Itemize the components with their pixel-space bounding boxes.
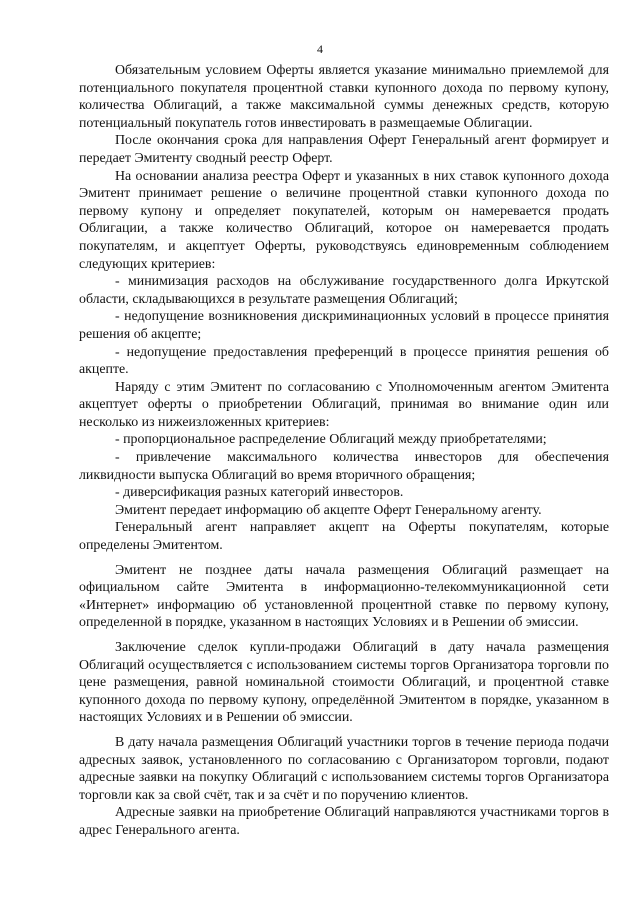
criterion-no-preferences: - недопущение предоставления преференций в процессе принятия решения об акцепте. bbox=[79, 344, 609, 378]
paragraph-address-orders: В дату начала размещения Облигаций участники торгов в течение периода подачи адресных заявок, установленного по согласованию с Организатором торговли, подают адресные заявки на покупку Облигаций с использованием системы торгов Организатора торговли как за свой счёт, так и за счёт и по поручению клиентов. bbox=[79, 734, 609, 803]
paragraph-trade-execution: Заключение сделок купли-продажи Облигаций в дату начала размещения Облигаций осуществляется с использованием системы торгов Организатора торговли по цене размещения, равной номинальной стоимости Облигаций, и процентной ставке купонного дохода по первому купону, определённой Эмитентом в порядке, указанном в настоящих Условиях и в Решении об эмиссии. bbox=[79, 640, 609, 726]
paragraph-issuer-decision: На основании анализа реестра Оферт и указанных в них ставок купонного дохода Эмитент принимает решение о величине процентной ставки купонного дохода по первому купону и определяет покупателей, которым он намеревается продать Облигации, а также количество Облигаций, которое он намеревается продать покупателям, и акцептует Оферты, руководствуясь единовременным соблюдением следующих критериев: bbox=[79, 168, 609, 272]
criterion-no-discrimination: - недопущение возникновения дискриминационных условий в процессе принятия решения об акцепте; bbox=[79, 309, 609, 342]
page-number: 4 bbox=[317, 42, 323, 56]
criterion-max-investors: - привлечение максимального количества инвесторов для обеспечения ликвидности выпуска Облигаций во время вторичного обращения; bbox=[79, 450, 609, 483]
paragraph-agent-sends-acceptance: Генеральный агент направляет акцепт на Оферты покупателям, которые определены Эмитентом. bbox=[79, 520, 609, 554]
criterion-cost-minimization: - минимизация расходов на обслуживание государственного долга Иркутской области, складывающихся в результате размещения Облигаций; bbox=[79, 274, 609, 307]
paragraph-offer-registry: После окончания срока для направления Оферт Генеральный агент формирует и передает Эмитенту сводный реестр Оферт. bbox=[79, 133, 609, 166]
paragraph-agent-acceptance: Наряду с этим Эмитент по согласованию с Уполномоченным агентом Эмитента акцептует оферты о приобретении Облигаций, принимая во внимание один или несколько из нижеизложенных критериев: bbox=[79, 379, 609, 430]
criterion-diversification: - диверсификация разных категорий инвесторов. bbox=[115, 485, 404, 501]
document-body bbox=[79, 62, 609, 840]
criterion-proportional-distribution: - пропорциональное распределение Облигаций между приобретателями; bbox=[115, 432, 547, 448]
paragraph-rate-publication: Эмитент не позднее даты начала размещения Облигаций размещает на официальном сайте Эмитента в информационно-телекоммуникационной сети «Интернет» информацию об установленной процентной ставке по первому купону, определенной в порядке, указанном в настоящих Условиях и в Решении об эмиссии. bbox=[79, 562, 609, 631]
paragraph-orders-to-agent: Адресные заявки на приобретение Облигаций направляются участниками торгов в адрес Генерального агента. bbox=[79, 805, 609, 838]
paragraph-acceptance-info: Эмитент передает информацию об акцепте Оферт Генеральному агенту. bbox=[115, 502, 542, 518]
paragraph-offer-condition: Обязательным условием Оферты является указание минимально приемлемой для потенциального покупателя процентной ставки купонного дохода по первому купону, количества Облигаций, а также максимальной суммы денежных средств, которую потенциальный покупатель готов инвестировать в размещаемые Облигации. bbox=[79, 63, 609, 131]
